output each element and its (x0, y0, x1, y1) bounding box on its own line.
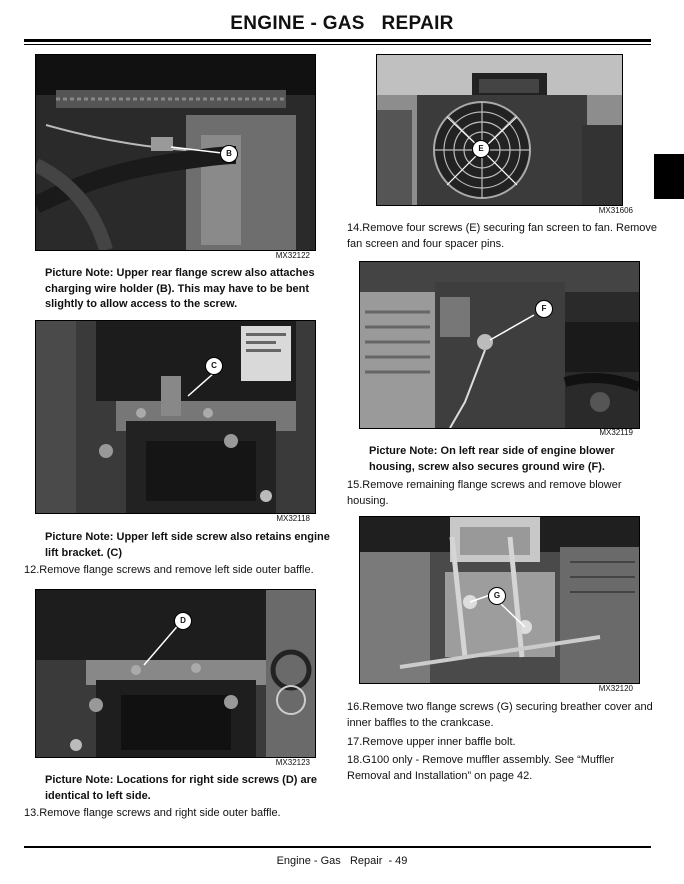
step-number: 16. (347, 701, 363, 713)
picture-note: Picture Note: Upper left side screw also retains engine lift bracket. (C) (45, 531, 330, 559)
step-text: Remove four screws (E) securing fan screen to fan. Remove fan screen and four spacer pins. (347, 222, 657, 250)
figure-id: MX32120 (598, 684, 633, 693)
step-text: Remove flange screws and remove left side outer baffle. (39, 564, 314, 576)
figure-id: MX31606 (598, 206, 633, 215)
step-text: Remove two flange screws (G) securing breather cover and inner baffles to the crankcase. (347, 701, 653, 729)
step-item (347, 735, 657, 751)
photo-charging-wire-holder (35, 54, 316, 251)
figure-id: MX32119 (599, 428, 633, 437)
footer-rule (24, 846, 651, 848)
photo-fan-screen (376, 54, 623, 206)
step-text: Remove remaining flange screws and remove blower housing. (347, 479, 622, 507)
step-number: 17. (347, 736, 363, 748)
callout-b: B (220, 145, 238, 163)
section-tab (654, 154, 684, 199)
step-item (347, 753, 657, 784)
step-text: G100 only - Remove muffler assembly. See “Muffler Removal and Installation” on page 42. (347, 754, 615, 782)
page-footer: Engine - Gas Repair - 49 (276, 855, 408, 867)
figure-id: MX32122 (275, 251, 310, 260)
photo-ground-wire (359, 261, 640, 429)
callout-g: G (488, 587, 506, 605)
callout-e: E (472, 140, 490, 158)
callout-d: D (174, 612, 192, 630)
callout-c: C (205, 357, 223, 375)
step-number: 18. (347, 754, 363, 766)
header-rule-thin (24, 44, 651, 45)
figure-id: MX32118 (276, 514, 310, 523)
step-number: 12. (24, 564, 40, 576)
step-item (24, 806, 344, 822)
step-item (347, 700, 657, 731)
step-text: Remove flange screws and right side outer baffle. (39, 807, 281, 819)
page-title: ENGINE - GAS REPAIR (230, 13, 454, 34)
figure-id: MX32123 (275, 758, 310, 767)
step-number: 15. (347, 479, 363, 491)
step-item (347, 221, 657, 252)
photo-engine-lift-bracket (35, 320, 316, 514)
step-item (347, 478, 657, 509)
header-rule (24, 39, 651, 42)
callout-f: F (535, 300, 553, 318)
step-item (24, 563, 344, 579)
picture-note: Picture Note: Locations for right side screws (D) are identical to left side. (45, 774, 318, 802)
picture-note: Picture Note: Upper rear flange screw also attaches charging wire holder (B). This may have to be bent slightly to allow access to the screw. (45, 267, 315, 310)
picture-note: Picture Note: On left rear side of engine blower housing, screw also secures ground wire (F). (369, 445, 615, 473)
step-text: Remove upper inner baffle bolt. (362, 736, 516, 748)
step-number: 14. (347, 222, 363, 234)
step-number: 13. (24, 807, 40, 819)
